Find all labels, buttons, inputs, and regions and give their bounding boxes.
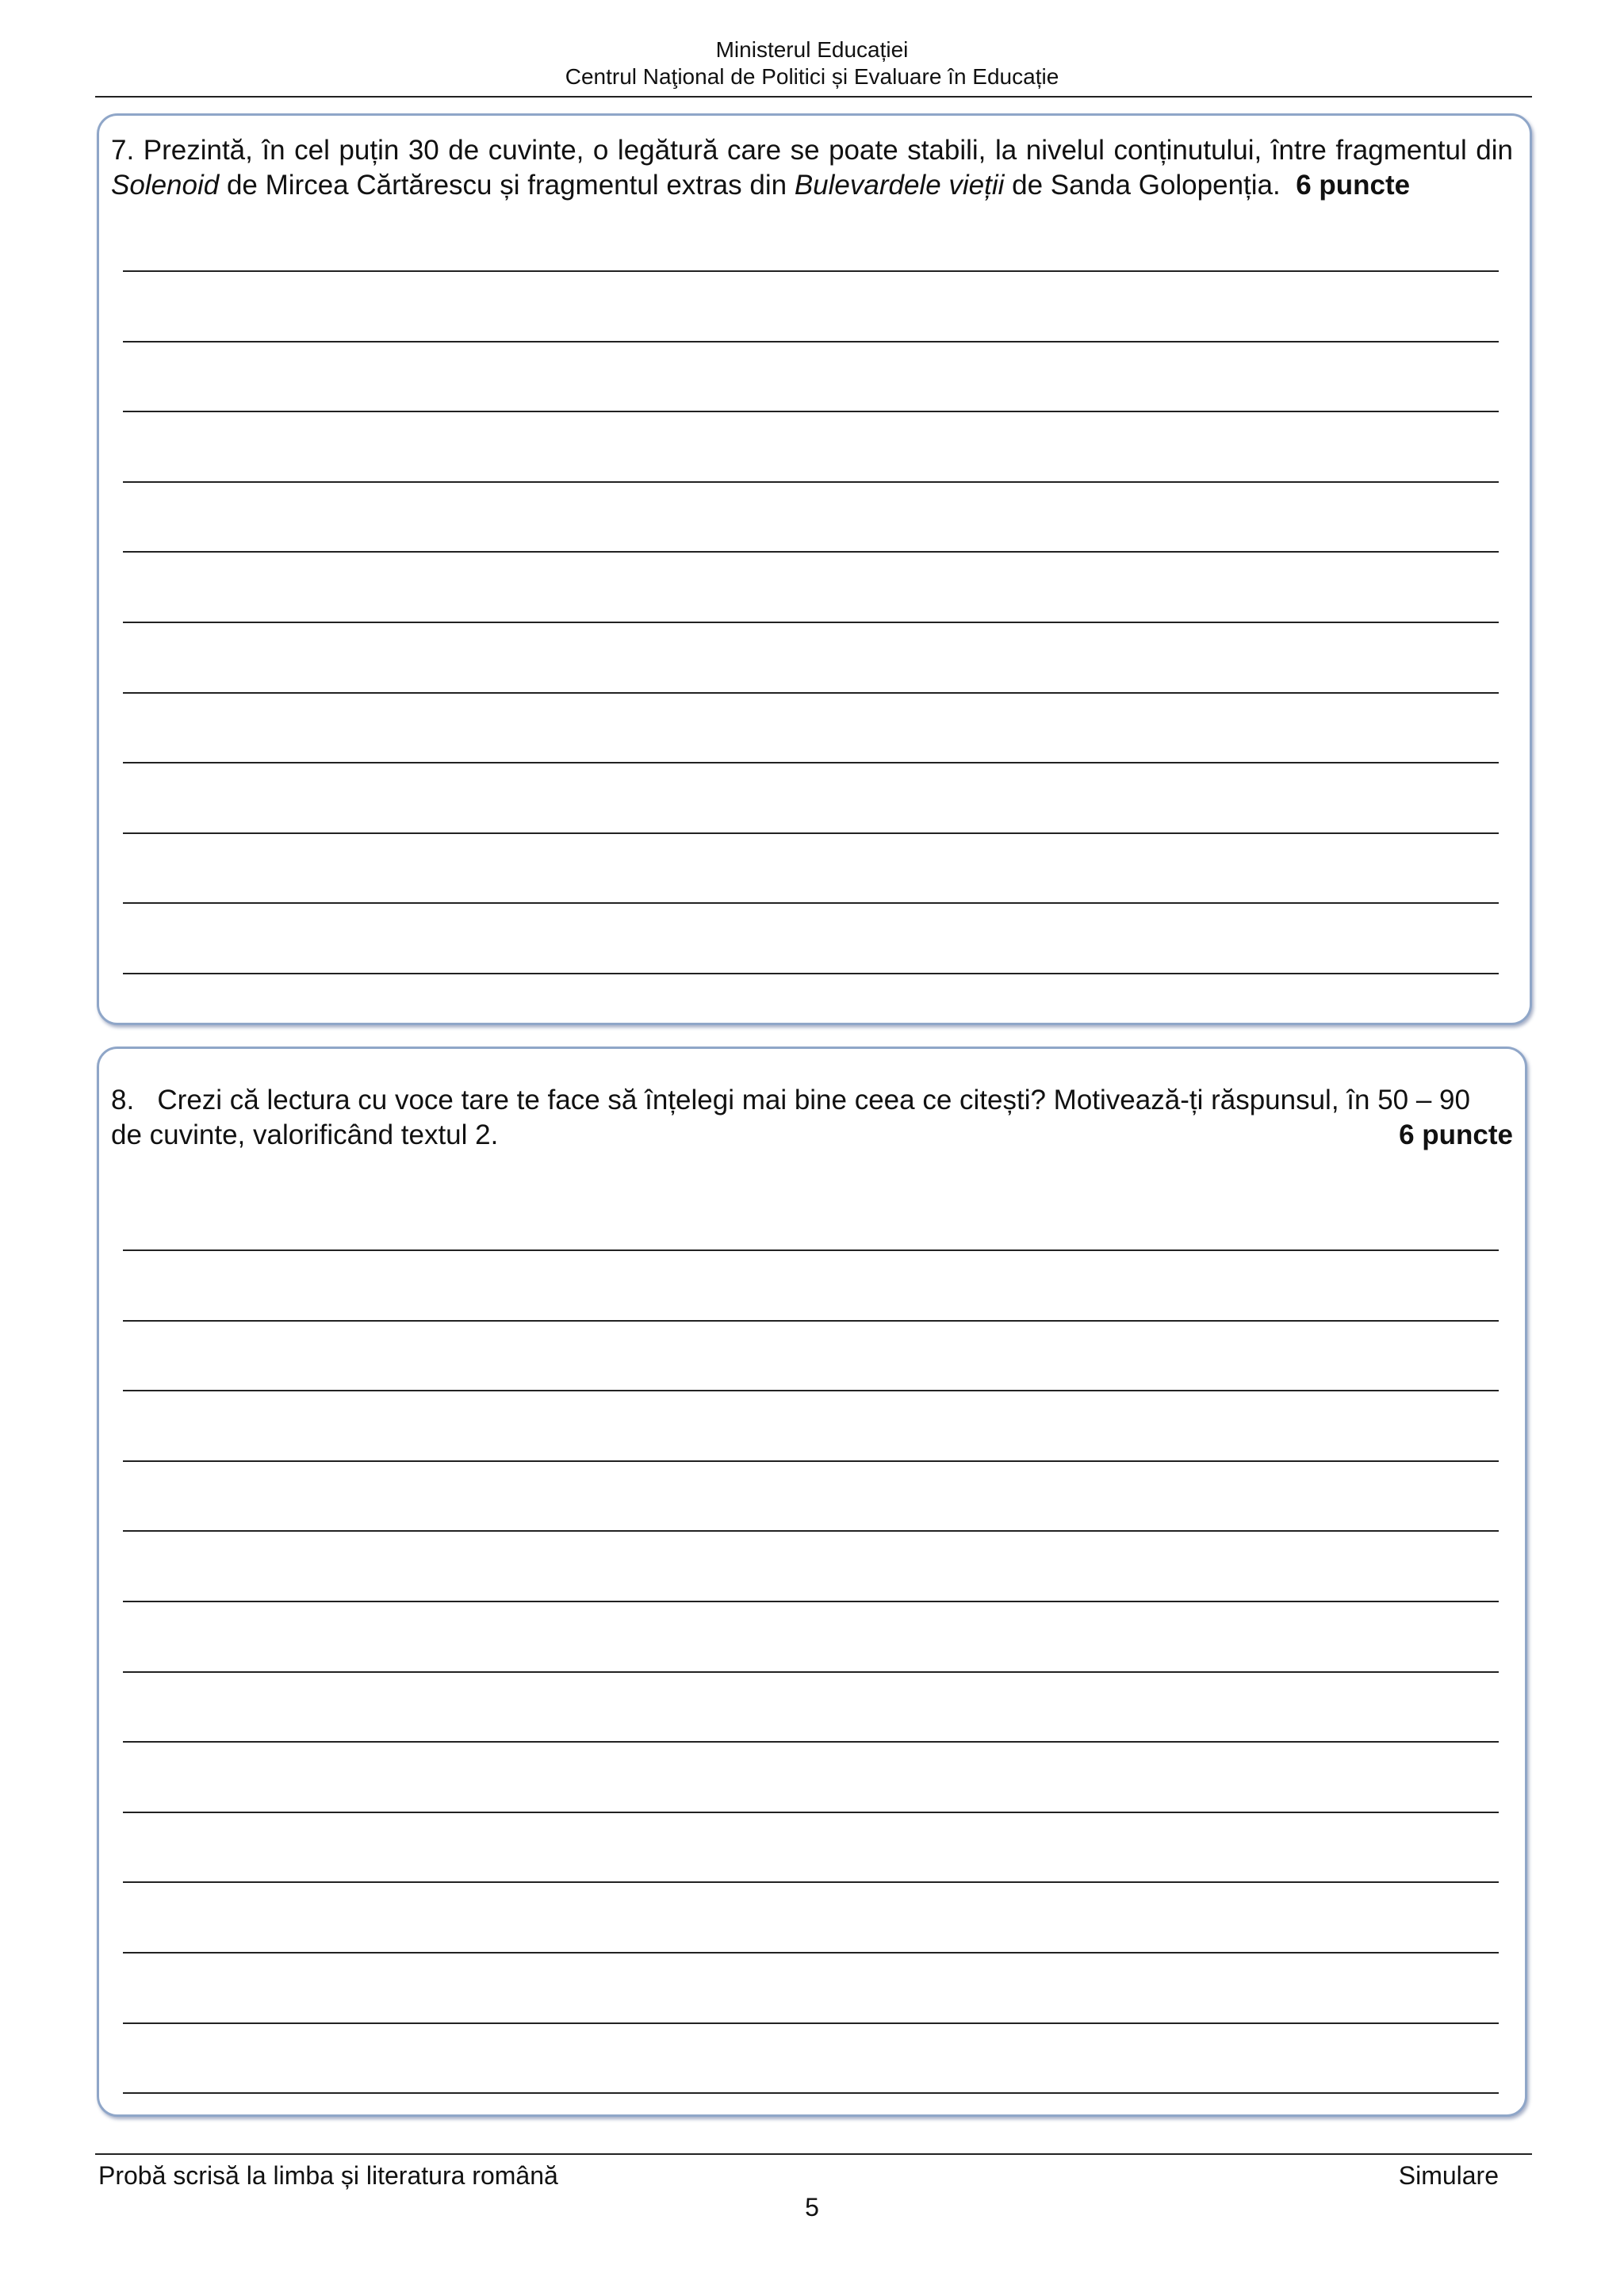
answer-line[interactable] [123, 411, 1499, 412]
question-8-text [111, 1083, 1513, 1153]
question-7-book1: Solenoid [111, 170, 220, 201]
answer-line[interactable] [123, 832, 1499, 834]
answer-line[interactable] [123, 622, 1499, 623]
question-8-points: 6 puncte [1399, 1119, 1513, 1150]
question-8-box [97, 1047, 1527, 2117]
answer-line[interactable] [123, 1952, 1499, 1954]
page-number: 5 [805, 2193, 819, 2221]
answer-line[interactable] [123, 1460, 1499, 1462]
answer-line[interactable] [123, 551, 1499, 553]
answer-line[interactable] [123, 1741, 1499, 1743]
question-7-number: 7. [111, 135, 135, 166]
answer-line[interactable] [123, 341, 1499, 342]
answer-line[interactable] [123, 1671, 1499, 1673]
question-8-number: 8. [111, 1085, 135, 1115]
question-8-line2 [111, 1118, 1513, 1153]
question-7-box [97, 113, 1532, 1025]
page-header [0, 36, 1624, 90]
answer-line[interactable] [123, 902, 1499, 904]
header-divider [95, 96, 1532, 98]
answer-line[interactable] [123, 1390, 1499, 1391]
answer-line[interactable] [123, 1881, 1499, 1883]
answer-line[interactable] [123, 270, 1499, 272]
answer-line[interactable] [123, 1601, 1499, 1602]
answer-line[interactable] [123, 2092, 1499, 2094]
question-8-text-line1: Crezi că lectura cu voce tare te face să înțelegi mai bine ceea ce citești? Motivează-ți răspunsul, în 50 – 90 [157, 1085, 1470, 1115]
answer-line[interactable] [123, 1812, 1499, 1813]
question-7-points: 6 puncte [1296, 170, 1411, 201]
footer-exam-title: Probă scrisă la limba și literatura română [98, 2161, 558, 2190]
answer-line[interactable] [123, 2022, 1499, 2024]
answer-line[interactable] [123, 1320, 1499, 1322]
question-7-text-part3: de Sanda Golopenția. [1004, 170, 1281, 201]
answer-line[interactable] [123, 481, 1499, 483]
footer-exam-type: Simulare [1398, 2161, 1499, 2190]
answer-line[interactable] [123, 973, 1499, 974]
footer-divider [95, 2153, 1532, 2155]
question-7-text [111, 133, 1513, 203]
question-7-text-part1: Prezintă, în cel puțin 30 de cuvinte, o legătură care se poate stabili, la nivelul conținutului, între fragmentul din [143, 135, 1513, 166]
header-ministry: Ministerul Educației [715, 37, 909, 62]
question-7-book2: Bulevardele vieții [794, 170, 1005, 201]
question-8-line1 [111, 1083, 1513, 1118]
answer-line[interactable] [123, 692, 1499, 694]
answer-line[interactable] [123, 1249, 1499, 1251]
header-center: Centrul Naţional de Politici și Evaluare în Educație [565, 64, 1059, 89]
answer-line[interactable] [123, 1530, 1499, 1532]
answer-line[interactable] [123, 762, 1499, 763]
question-7-text-part2: de Mircea Cărtărescu și fragmentul extras din [219, 170, 795, 201]
question-8-text-line2: de cuvinte, valorificând textul 2. [111, 1119, 499, 1150]
